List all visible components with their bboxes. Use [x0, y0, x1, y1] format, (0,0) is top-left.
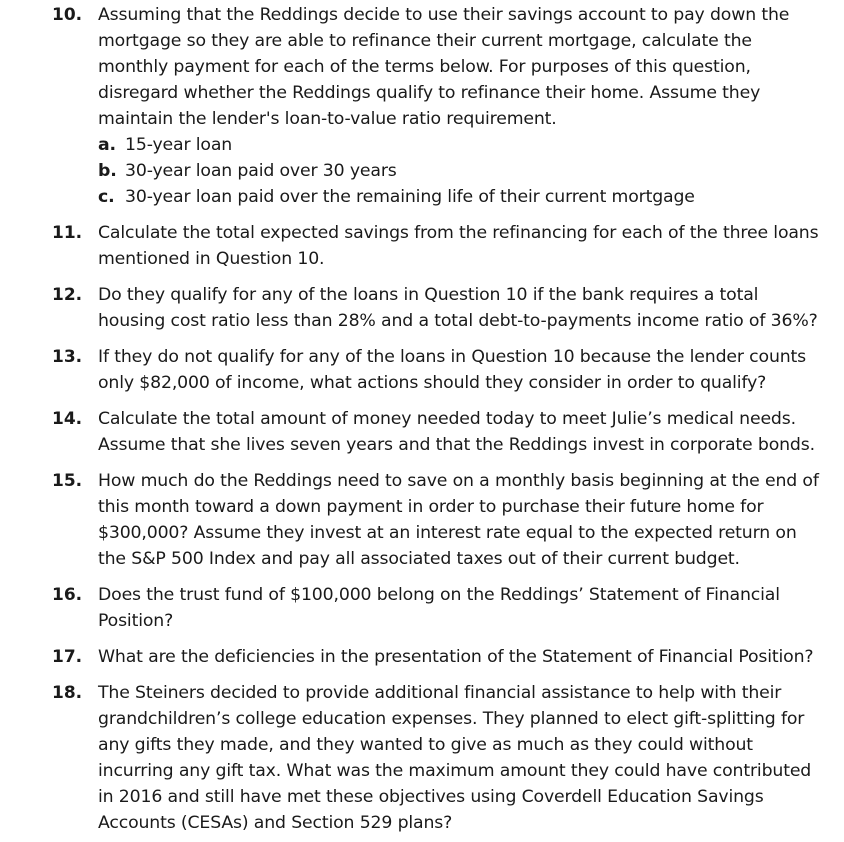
question-17: [0, 644, 824, 670]
question-number: 13.: [52, 347, 83, 367]
question-16: [0, 582, 824, 634]
question-text: Calculate the total expected savings from the refinancing for each of the three loans mentioned in Question 10.: [98, 223, 819, 269]
question-10: [0, 2, 824, 210]
subitem-b: [98, 158, 824, 184]
question-text: Does the trust fund of $100,000 belong on the Reddings’ Statement of Financial Position?: [98, 585, 780, 631]
question-text: What are the deficiencies in the presentation of the Statement of Financial Position?: [98, 647, 814, 667]
question-18: [0, 680, 824, 836]
question-number: 10.: [52, 5, 83, 25]
question-14: [0, 406, 824, 458]
question-text: Assuming that the Reddings decide to use their savings account to pay down the mortgage so they are able to refinance their current mortgage, calculate the monthly payment for each of the terms below. For purposes of this question, disregard whether the Reddings qualify to refinance their home. Assume they maintain the lender's loan-to-value ratio requirement.: [98, 5, 790, 129]
question-15: [0, 468, 824, 572]
question-number: 16.: [52, 585, 83, 605]
subitem-c: [98, 184, 824, 210]
subitem-letter: b.: [98, 161, 117, 181]
subitem-list: [98, 132, 824, 210]
question-number: 14.: [52, 409, 83, 429]
question-number: 11.: [52, 223, 83, 243]
question-text: How much do the Reddings need to save on a monthly basis beginning at the end of this month toward a down payment in order to purchase their future home for $300,000? Assume they invest at an interest rate equal to the expected return on the S&P 500 Index and pay all associated taxes out of their current budget.: [98, 471, 819, 569]
question-number: 12.: [52, 285, 83, 305]
question-text: Calculate the total amount of money needed today to meet Julie’s medical needs. Assume that she lives seven years and that the Reddings invest in corporate bonds.: [98, 409, 815, 455]
subitem-a: [98, 132, 824, 158]
question-12: [0, 282, 824, 334]
question-body: [98, 2, 824, 210]
subitem-text: 30-year loan paid over 30 years: [125, 161, 397, 181]
question-number: 15.: [52, 471, 83, 491]
subitem-text: 15-year loan: [125, 135, 233, 155]
question-text: Do they qualify for any of the loans in Question 10 if the bank requires a total housing cost ratio less than 28% and a total debt-to-payments income ratio of 36%?: [98, 285, 818, 331]
question-number: 18.: [52, 683, 83, 703]
question-text: If they do not qualify for any of the loans in Question 10 because the lender counts only $82,000 of income, what actions should they consider in order to qualify?: [98, 347, 807, 393]
question-number: 17.: [52, 647, 83, 667]
question-text: The Steiners decided to provide additional financial assistance to help with their grandchildren’s college education expenses. They planned to elect gift-splitting for any gifts they made, and they wanted to give as much as they could without incurring any gift tax. What was the maximum amount they could have contributed in 2016 and still have met these objectives using Coverdell Education Savings Accounts (CESAs) and Section 529 plans?: [98, 683, 812, 833]
question-11: [0, 220, 824, 272]
subitem-letter: c.: [98, 187, 115, 207]
question-13: [0, 344, 824, 396]
subitem-text: 30-year loan paid over the remaining life of their current mortgage: [125, 187, 695, 207]
subitem-letter: a.: [98, 135, 116, 155]
